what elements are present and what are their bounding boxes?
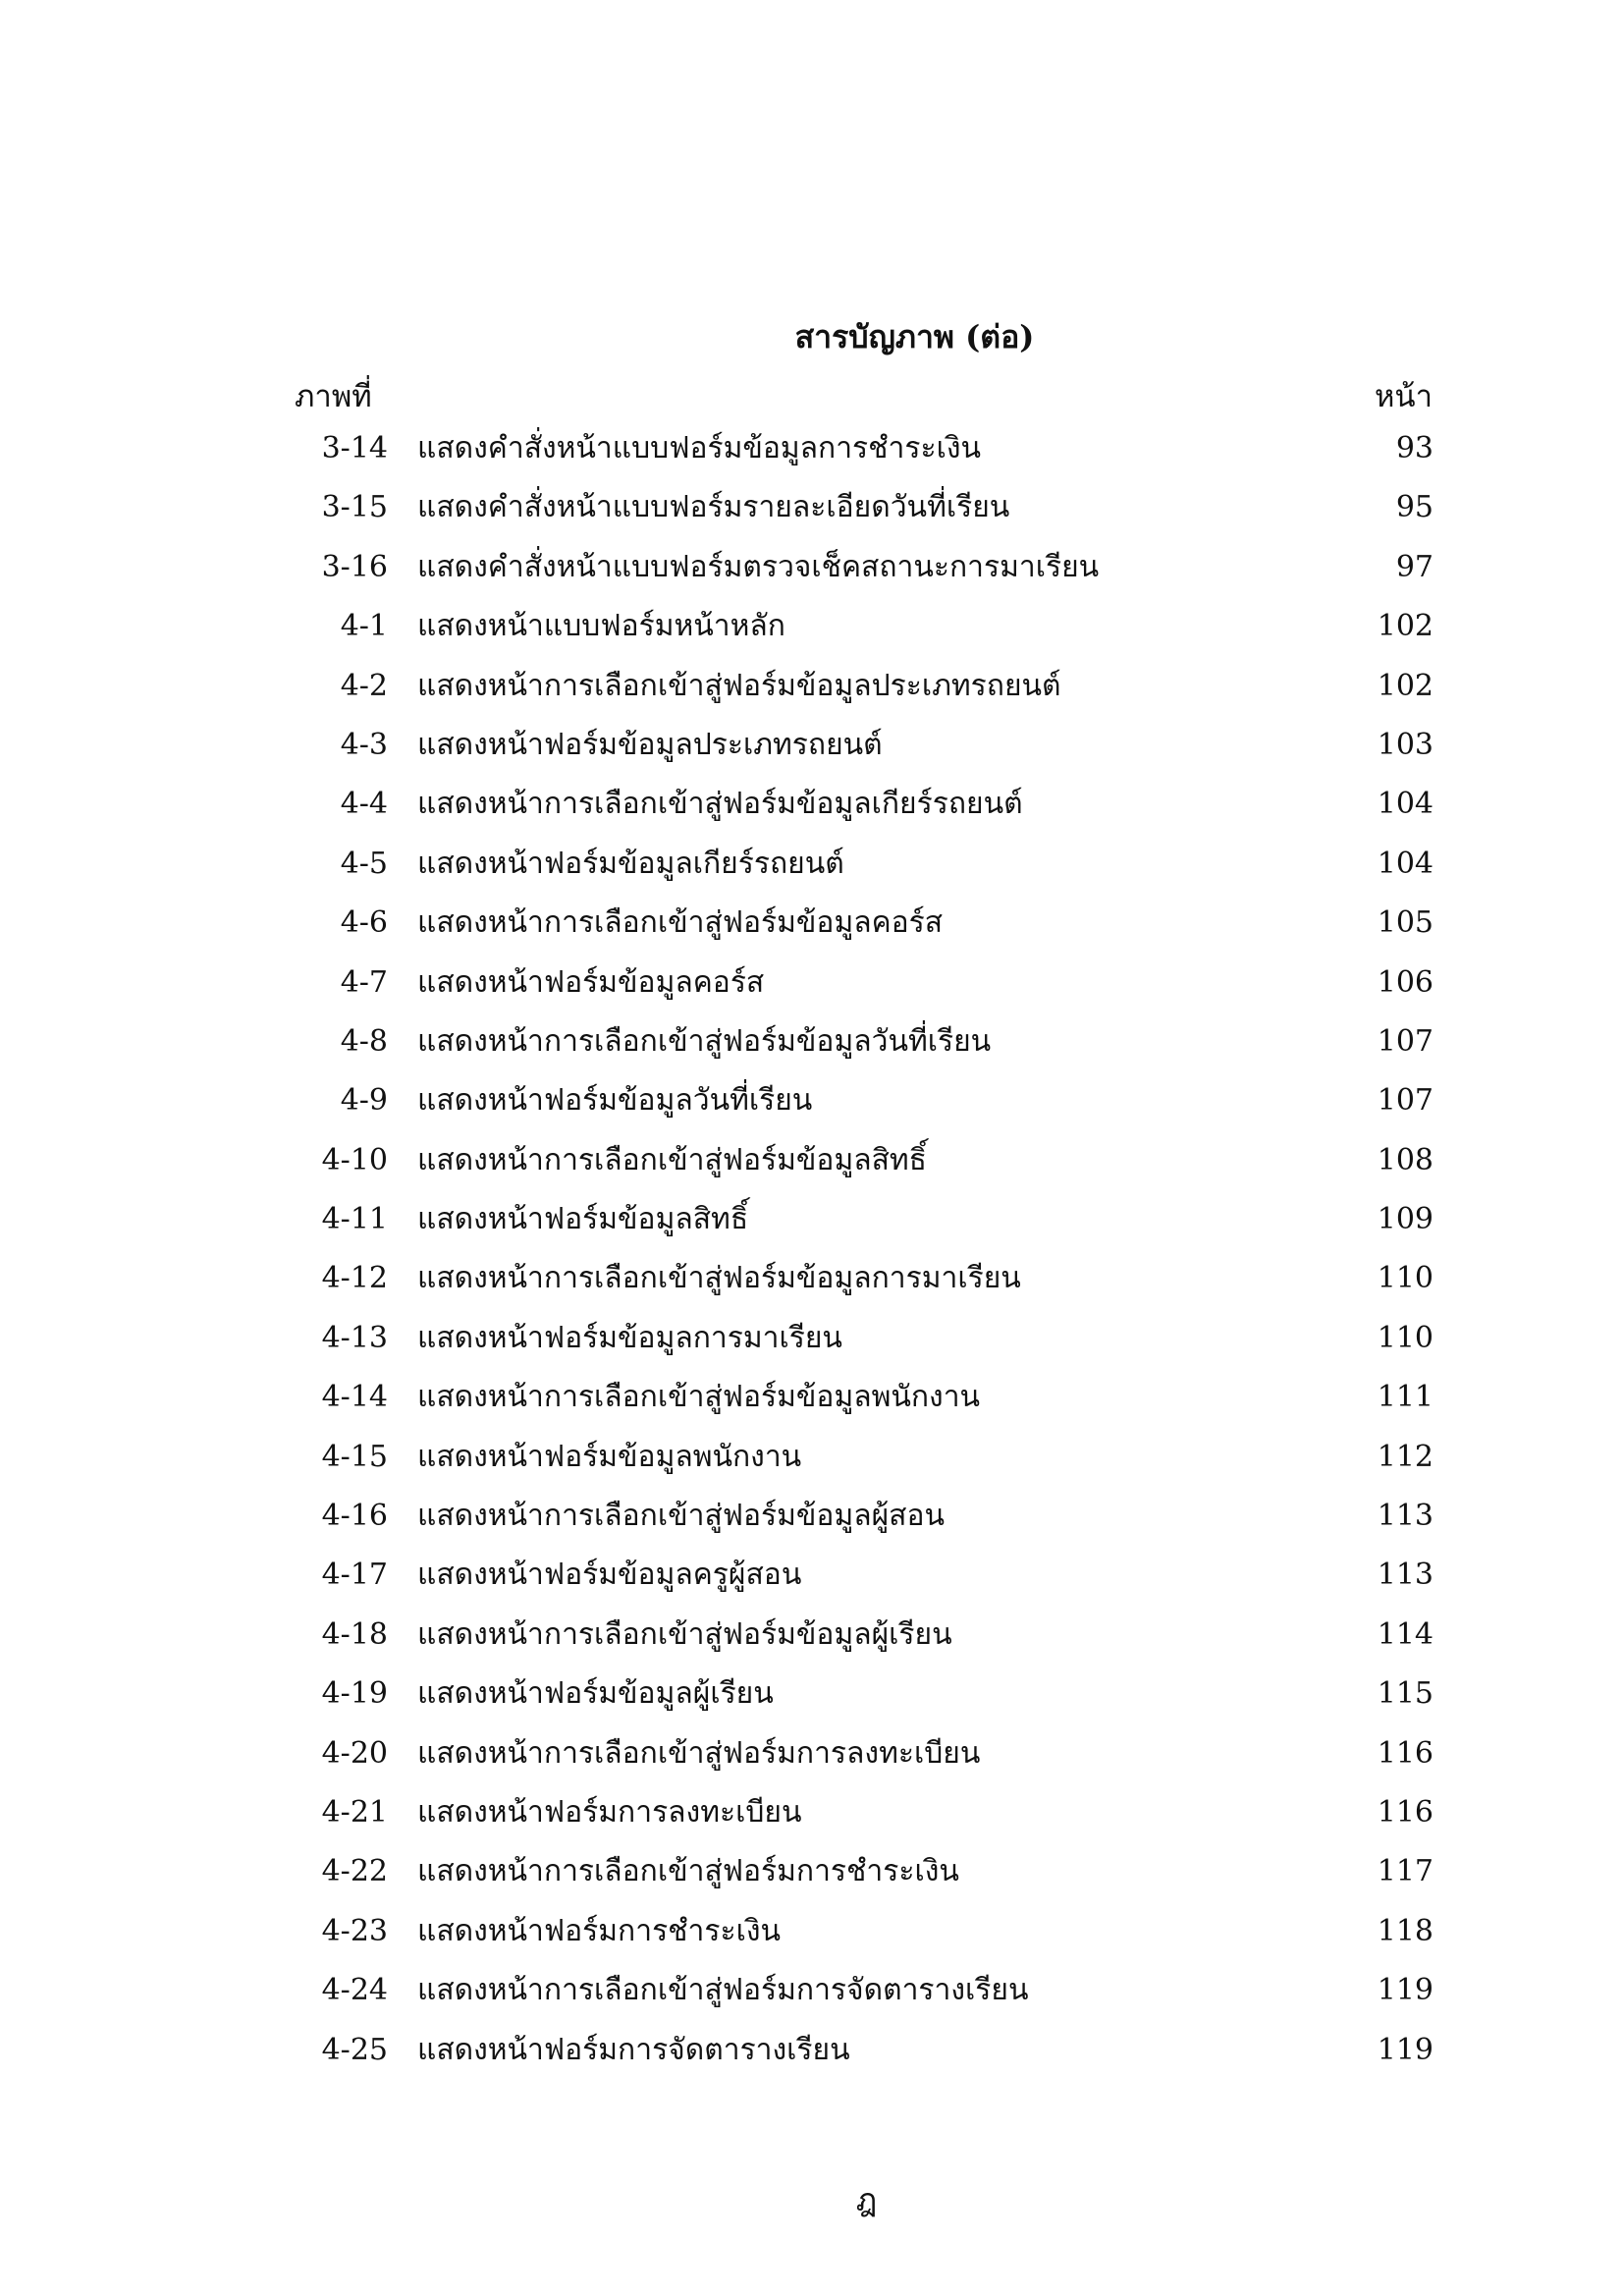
list-item	[0, 548, 1623, 607]
list-item	[0, 1319, 1623, 1378]
list-item	[0, 1438, 1623, 1497]
figure-page-number: 119	[1377, 2032, 1434, 2067]
column-header-figure: ภาพที่	[295, 379, 372, 414]
figure-page-number: 116	[1377, 1735, 1434, 1771]
figure-number: 4-4	[340, 787, 388, 822]
figure-caption: แสดงคำสั่งหน้าแบบฟอร์มรายละเอียดวันที่เรียน	[417, 490, 1010, 525]
figure-caption: แสดงหน้าการเลือกเข้าสู่ฟอร์มข้อมูลพนักงาน	[417, 1380, 981, 1415]
figure-page-number: 106	[1377, 964, 1434, 1000]
figure-page-number: 110	[1377, 1320, 1434, 1355]
list-item	[0, 785, 1623, 844]
figure-page-number: 107	[1377, 1083, 1434, 1119]
figure-page-number: 93	[1395, 431, 1434, 465]
figure-page-number: 116	[1377, 1794, 1434, 1830]
figure-caption: แสดงหน้าฟอร์มข้อมูลสิทธิ์	[417, 1202, 749, 1237]
figure-page-number: 119	[1377, 1973, 1434, 2008]
list-item	[0, 1378, 1623, 1437]
figure-caption: แสดงหน้าฟอร์มข้อมูลครูผู้สอน	[417, 1558, 802, 1593]
page-number-footer: ฎ	[855, 2181, 878, 2218]
figure-number: 4-14	[321, 1380, 388, 1415]
list-item	[0, 1556, 1623, 1614]
figure-number: 4-16	[321, 1499, 388, 1534]
figure-page-number: 118	[1377, 1913, 1434, 1948]
figure-number: 4-15	[321, 1439, 388, 1474]
figure-caption: แสดงหน้าการเลือกเข้าสู่ฟอร์มข้อมูลคอร์ส	[417, 905, 944, 941]
list-item	[0, 1793, 1623, 1852]
figure-caption: แสดงหน้าแบบฟอร์มหน้าหลัก	[417, 609, 785, 644]
figure-page-number: 114	[1377, 1616, 1434, 1652]
figure-number: 4-19	[321, 1676, 388, 1712]
figure-number: 4-21	[321, 1794, 388, 1830]
figure-caption: แสดงหน้าฟอร์มข้อมูลเกียร์รถยนต์	[417, 846, 844, 881]
figure-caption: แสดงหน้าการเลือกเข้าสู่ฟอร์มการลงทะเบียน	[417, 1735, 981, 1771]
figure-page-number: 110	[1377, 1261, 1434, 1296]
list-item	[0, 1497, 1623, 1556]
list-item	[0, 726, 1623, 785]
figure-caption: แสดงหน้าการเลือกเข้าสู่ฟอร์มข้อมูลวันที่เรียน	[417, 1023, 992, 1059]
figure-page-number: 117	[1377, 1854, 1434, 1889]
list-item	[0, 1734, 1623, 1793]
figure-page-number: 104	[1377, 846, 1434, 881]
list-item	[0, 1141, 1623, 1200]
figure-number: 4-1	[340, 609, 388, 644]
figure-number: 4-22	[321, 1854, 388, 1889]
list-item	[0, 607, 1623, 666]
figure-number: 4-23	[321, 1913, 388, 1948]
figure-number: 4-10	[321, 1142, 388, 1177]
figure-page-number: 103	[1377, 727, 1434, 762]
figure-caption: แสดงหน้าการเลือกเข้าสู่ฟอร์มข้อมูลสิทธิ์	[417, 1142, 927, 1177]
figure-number: 4-3	[340, 727, 388, 762]
list-item	[0, 488, 1623, 547]
figure-caption: แสดงหน้าฟอร์มการชำระเงิน	[417, 1913, 782, 1948]
figure-caption: แสดงหน้าการเลือกเข้าสู่ฟอร์มข้อมูลประเภทรถยนต์	[417, 668, 1061, 703]
list-item	[0, 2031, 1623, 2090]
figure-number: 4-6	[340, 905, 388, 941]
figure-page-number: 113	[1377, 1558, 1434, 1593]
figure-number: 4-2	[340, 668, 388, 703]
figure-caption: แสดงหน้าฟอร์มข้อมูลพนักงาน	[417, 1439, 802, 1474]
figure-number: 4-8	[340, 1023, 388, 1059]
figure-page-number: 113	[1377, 1499, 1434, 1534]
figure-page-number: 115	[1377, 1676, 1434, 1712]
figure-caption: แสดงหน้าฟอร์มการจัดตารางเรียน	[417, 2032, 850, 2067]
column-header-page: หน้า	[1375, 379, 1434, 414]
figure-caption: แสดงหน้าการเลือกเข้าสู่ฟอร์มการชำระเงิน	[417, 1854, 959, 1889]
figure-page-number: 109	[1377, 1202, 1434, 1237]
figure-page-number: 108	[1377, 1142, 1434, 1177]
figure-page-number: 102	[1377, 609, 1434, 644]
list-item	[0, 903, 1623, 962]
figure-caption: แสดงคำสั่งหน้าแบบฟอร์มข้อมูลการชำระเงิน	[417, 431, 981, 465]
figure-number: 3-15	[321, 490, 388, 525]
list-item	[0, 429, 1623, 488]
figure-caption: แสดงหน้าการเลือกเข้าสู่ฟอร์มข้อมูลผู้เรียน	[417, 1616, 952, 1652]
list-item	[0, 1674, 1623, 1733]
list-item	[0, 1615, 1623, 1674]
figure-caption: แสดงหน้าฟอร์มข้อมูลวันที่เรียน	[417, 1083, 813, 1119]
figure-page-number: 111	[1377, 1380, 1434, 1415]
figure-number: 4-24	[321, 1973, 388, 2008]
figure-caption: แสดงหน้าการเลือกเข้าสู่ฟอร์มการจัดตารางเรียน	[417, 1973, 1029, 2008]
figure-page-number: 112	[1377, 1439, 1434, 1474]
figure-page-number: 105	[1377, 905, 1434, 941]
list-item	[0, 963, 1623, 1022]
figure-number: 4-20	[321, 1735, 388, 1771]
figure-number: 4-18	[321, 1616, 388, 1652]
page-title: สารบัญภาพ (ต่อ)	[794, 318, 1035, 355]
figure-caption: แสดงหน้าการเลือกเข้าสู่ฟอร์มข้อมูลผู้สอน	[417, 1499, 946, 1534]
list-item	[0, 1912, 1623, 1971]
figure-number: 3-14	[321, 431, 388, 465]
figure-number: 4-9	[340, 1083, 388, 1119]
list-item	[0, 1971, 1623, 2030]
figure-caption: แสดงคำสั่งหน้าแบบฟอร์มตรวจเช็คสถานะการมาเรียน	[417, 549, 1100, 584]
figure-caption: แสดงหน้าฟอร์มการลงทะเบียน	[417, 1794, 802, 1830]
figure-list	[0, 429, 1623, 2090]
list-item	[0, 1259, 1623, 1318]
figure-caption: แสดงหน้าการเลือกเข้าสู่ฟอร์มข้อมูลการมาเรียน	[417, 1261, 1021, 1296]
list-item	[0, 1022, 1623, 1081]
figure-number: 4-17	[321, 1558, 388, 1593]
figure-number: 4-11	[321, 1202, 388, 1237]
figure-caption: แสดงหน้าฟอร์มข้อมูลประเภทรถยนต์	[417, 727, 883, 762]
list-item	[0, 1852, 1623, 1911]
figure-number: 4-13	[321, 1320, 388, 1355]
list-item	[0, 1200, 1623, 1259]
figure-caption: แสดงหน้าการเลือกเข้าสู่ฟอร์มข้อมูลเกียร์รถยนต์	[417, 787, 1023, 822]
figure-number: 4-7	[340, 964, 388, 1000]
list-item	[0, 845, 1623, 903]
figure-page-number: 107	[1377, 1023, 1434, 1059]
figure-page-number: 104	[1377, 787, 1434, 822]
figure-caption: แสดงหน้าฟอร์มข้อมูลผู้เรียน	[417, 1676, 774, 1712]
figure-number: 4-5	[340, 846, 388, 881]
figure-page-number: 102	[1377, 668, 1434, 703]
figure-page-number: 97	[1395, 549, 1434, 584]
figure-number: 4-12	[321, 1261, 388, 1296]
list-item	[0, 667, 1623, 726]
figure-page-number: 95	[1395, 490, 1434, 525]
list-item	[0, 1081, 1623, 1140]
figure-caption: แสดงหน้าฟอร์มข้อมูลคอร์ส	[417, 964, 765, 1000]
figure-number: 4-25	[321, 2032, 388, 2067]
figure-caption: แสดงหน้าฟอร์มข้อมูลการมาเรียน	[417, 1320, 842, 1355]
figure-number: 3-16	[321, 549, 388, 584]
